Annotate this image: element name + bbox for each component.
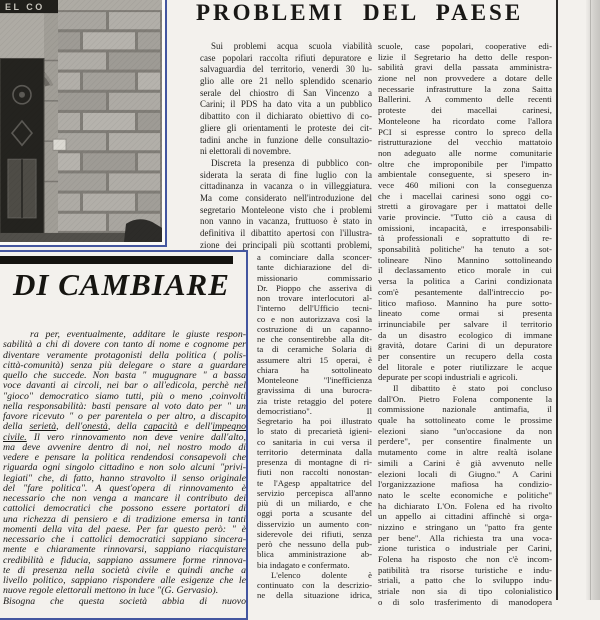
- text-line: presenza di montagne di ri-: [257, 457, 372, 467]
- text-line: omissioni, incapacità, e irresponsabili-: [378, 222, 552, 233]
- text-line: ristrutturazione del vecchio mattatoio: [378, 137, 552, 148]
- text-line: lo stato di precarietà igieni-: [257, 426, 372, 437]
- text-line: continuato con la descrizio-: [257, 580, 372, 590]
- text-line: nato le scelte economiche e politiche": [378, 489, 552, 500]
- text-line: zione nel non provvedere a dotare delle: [378, 73, 552, 84]
- text-line: siderevole dei rifiuti, senza: [257, 528, 372, 539]
- text-line: nella responsabilità: basti pensare al voto dato per " un: [3, 401, 246, 412]
- text-line: ne che consentirebbe alla dit-: [257, 334, 372, 344]
- text-line: Il dibattito è stato poi concluso: [393, 383, 552, 393]
- text-line: Discreta la presenza di pubblico con-: [211, 157, 372, 168]
- text-line: Carini; il PDS ha dato vita a un pubblico: [200, 99, 372, 110]
- text-line: mutamento come in altre realtà isolane: [378, 447, 552, 458]
- text-line: momenti della vita del paese. Per far questo però: " è: [3, 524, 246, 535]
- article-column-1-narrow: [257, 252, 372, 601]
- text-line: civile. Il vero rinnovamento non deve venire dall'alto,: [3, 432, 246, 443]
- text-line: da un disastro ecologico di immane: [378, 329, 552, 340]
- text-line: serale del chiostro di San Vincenzo a: [200, 87, 372, 98]
- text-line: Sui problemi acqua scuola viabilità: [211, 41, 372, 51]
- text-line: l'organizzazione mafiosa ha condizio-: [378, 479, 552, 490]
- text-line: nuove regole elettorali mettono in luce "(G. Gervasio).: [3, 586, 219, 597]
- text-line: che i macellai carinesi sono oggi co-: [378, 190, 552, 201]
- text-line: lineato come ormai si presenta: [378, 308, 552, 319]
- text-line: necessario che i cattolici democratici sappiano sincera-: [3, 535, 246, 545]
- text-line: striali, a patto che lo sviluppo indu-: [378, 575, 552, 586]
- text-line: bia indagato e confermato.: [257, 559, 350, 570]
- text-line: striale non sia di tipo colonialistico: [378, 586, 552, 597]
- text-line: per bene". Alla richiesta tra una voca-: [378, 532, 552, 543]
- text-line: ma deve avvenire dentro di noi, nel nostro modo di: [3, 442, 246, 453]
- text-line: tante dichiarazione del di-: [257, 262, 372, 273]
- text-line: irrinunciabile per salvare il territorio: [378, 318, 552, 329]
- text-line: più di un miliardo, e che: [257, 498, 372, 508]
- text-line: Monteleone ha ricordato come l'allora: [378, 115, 552, 126]
- text-line: Monteleone "l'inefficienza: [257, 375, 372, 385]
- text-line: oltre che improponibile per l'impatto: [378, 158, 552, 169]
- text-line: Dr. Pioppo che asseriva di: [257, 282, 372, 293]
- text-line: segretario Monteleone visto che i problemi: [200, 204, 372, 215]
- text-line: della serietà, dell'onestà, della capacità e dell'impegno: [3, 422, 246, 433]
- text-line: o di solo trasferimento di manodopera: [378, 596, 552, 607]
- text-line: nizzino e stringano un "patto fra gente: [378, 521, 552, 532]
- text-line: necessarie infrastrutture la zona Saitta: [378, 83, 552, 94]
- left-article-text: [3, 330, 246, 607]
- text-line: una richezza di pensiero e di tradizione emersa in tanti: [3, 514, 246, 525]
- text-line: tolineare Nino Mannino sottolineando: [378, 254, 552, 265]
- text-line: patibilità tra risorse turistiche e indu-: [378, 564, 552, 575]
- text-line: territorio determinata dalla: [257, 446, 372, 457]
- building-photo-image: [0, 0, 162, 242]
- text-line: sabilità gravi della passata amministra-: [378, 62, 552, 73]
- text-line: gliere gli orientamenti le proteste dei cit-: [200, 122, 372, 133]
- text-line: dibattito con il dichiarato obiettivo di co-: [200, 111, 372, 122]
- left-article-top-bar: [0, 256, 233, 264]
- text-line: non adeguato alle norme comunitarie: [378, 147, 552, 158]
- text-line: commissione nazionale antimafia, il: [378, 404, 552, 415]
- text-line: il declassamento etico morale in cui: [378, 265, 552, 276]
- text-line: costruzione di un capanno-: [257, 323, 372, 334]
- text-line: a cominciare dalla sconcer-: [257, 252, 372, 262]
- text-line: case popolari raccolta rifiuti depuratore e: [200, 52, 372, 63]
- text-line: versa la politica a Carini condizionata: [378, 276, 552, 287]
- text-line: favore ricevuto " o per parentela o per altro, a discapito: [3, 412, 246, 422]
- text-line: voce davanti ai circoli, nei bar o all'edicola, perchè nel: [3, 381, 246, 392]
- article-column-1-wide: [200, 41, 372, 251]
- text-line: definitiva il dibattito apertosi con l'illustra-: [200, 228, 372, 238]
- text-line: sabilità a chi di dovere con tanto di nome e cognome per: [3, 340, 246, 351]
- text-line: Segretario ha poi illustrato: [257, 416, 372, 426]
- text-line: cittadinanza in vacanza o in villeggiatura.: [200, 181, 372, 192]
- text-line: ha dichiarato L'On. Folena ed ha rivolto: [378, 500, 552, 511]
- text-line: sponsabilità politiche" ha tenuto a sot-: [378, 244, 552, 255]
- text-line: varie provincie. "Tutto ciò a causa di: [378, 212, 552, 222]
- text-line: L'elenco dolente è: [271, 569, 372, 580]
- text-line: cattolici democratici che possono essere portatori di: [3, 504, 246, 515]
- text-line: zia triste retaggio del potere: [257, 395, 372, 406]
- text-line: disservizio un aumento con-: [257, 518, 372, 529]
- text-line: te di presenza nella società civile e quindi anche a: [3, 565, 246, 576]
- text-line: com'è pesantemente dall'intreccio po-: [378, 286, 552, 297]
- text-line: mente e chiaramente rinnovarsi, sappiano riacquistare: [3, 545, 246, 556]
- text-line: ni elettorali di novembre.: [200, 146, 291, 157]
- page-edge-line: [590, 0, 591, 600]
- text-line: simili a Carini è già avvenuto nelle: [378, 457, 552, 468]
- text-line: glio alle ore 21 nello splendido scenario: [200, 76, 372, 87]
- text-line: salvaguardia del territorio, venerdi 30 lu-: [200, 64, 372, 75]
- text-line: ra per, eventualmente, additare le giuste respon-: [30, 330, 246, 340]
- text-line: litico mafioso. Mannino ha pure sotto-: [378, 297, 552, 308]
- text-line: non vanno in vacanza, fruttuoso è stato in: [200, 216, 372, 227]
- text-line: zione turistica o industriale per Carini,: [378, 543, 552, 554]
- text-line: Ma come considerato nell'introduzione del: [200, 192, 372, 203]
- text-line: necessario che non venga a mancare il contributo dei: [3, 494, 246, 504]
- text-line: assumere altri 15 operai, è: [257, 354, 372, 365]
- column-rule: [556, 0, 558, 600]
- text-line: lizie il Segretario ha detto delle respon-: [378, 51, 552, 62]
- text-line: vedere e pensare la politica rendendosi consapevoli che: [3, 453, 246, 463]
- text-line: depurate per scopi industriali e agricoli.: [378, 372, 518, 383]
- text-line: perdere", per consentire finalmente un: [378, 436, 552, 447]
- text-line: PCI si espresse contro lo spreco della: [378, 126, 552, 137]
- text-line: diventare veramente protagonisti della politica ( polis-: [3, 350, 246, 361]
- text-line: Bisogna che questa società abbia di nuovo: [3, 596, 246, 607]
- building-photo: [0, 0, 167, 247]
- text-line: zione dei principali più scottanti problemi,: [200, 239, 372, 250]
- text-line: tadini anche in funzione delle consultazio-: [200, 134, 372, 145]
- text-line: livello politico, sappiano rispondere alle esigenze che le: [3, 576, 246, 586]
- text-line: oggi porta a scusante del: [257, 508, 372, 519]
- text-line: blica amministrazione ab-: [257, 549, 372, 560]
- text-line: dall'On. Pietro Folena componente la: [378, 393, 552, 404]
- text-line: Ballerini. A commento delle recenti: [378, 94, 552, 105]
- text-line: quello che succede. Non basta " mugugnare " a bassa: [3, 371, 246, 381]
- text-line: riguarda ogni singolo cittadino e non solo alcuni "privi-: [3, 463, 246, 474]
- text-line: democristiano". Il: [257, 405, 372, 416]
- text-line: ambientale conseguente, si spesero in-: [378, 169, 552, 180]
- text-line: te l'Agesp appaltatrice del: [257, 477, 372, 488]
- text-line: tà professionali e soprattutto di re-: [378, 233, 552, 244]
- text-line: città-comunità) senza più delegare o stare a guardare: [3, 360, 246, 371]
- text-line: co e non autorizzava così la: [257, 313, 372, 324]
- text-line: l'interno dell'Ufficio tecni-: [257, 303, 372, 314]
- page-edge-shadow: [586, 0, 600, 600]
- text-line: legiati" che, di fatto, hanno stravolto il senso originale: [3, 473, 246, 484]
- text-line: co sanitaria in cui versa il: [257, 436, 372, 447]
- text-line: proteste dei macellai carinesi,: [378, 105, 552, 116]
- text-line: chiara ha sottolineato: [257, 364, 372, 375]
- article-column-2: [378, 41, 552, 607]
- text-line: missionario commissario: [257, 272, 372, 283]
- text-line: gravissima di una burocra-: [257, 385, 372, 396]
- text-line: elezioni siano "un'occasione da non: [378, 425, 552, 436]
- text-line: un appello ai cittadini affinchè si orga-: [378, 511, 552, 522]
- text-line: siderata la serata di fine luglio con la: [200, 169, 372, 180]
- text-line: servizio percepisca all'anno: [257, 487, 372, 498]
- text-line: del litorale e poter riutilizzare le acque: [378, 361, 552, 372]
- text-line: elezioni locali di Giugno." A Carini: [378, 468, 552, 479]
- text-line: del "fare politica". A quest'opera di rinnovamento è: [3, 483, 246, 494]
- text-line: gravità, dotare Carini di un depuratore: [378, 340, 552, 351]
- text-line: per consentire un recupero della costa: [378, 350, 552, 361]
- text-line: ne della situazione idrica,: [257, 590, 372, 601]
- text-line: fiuti non raccolti nonostan-: [257, 467, 372, 478]
- text-line: Folena ha risposto che non c'è incom-: [378, 554, 552, 564]
- text-line: stretti a girovagare per i mattatoi delle: [378, 201, 552, 212]
- text-line: non trovare interlocutori al-: [257, 293, 372, 303]
- text-line: ta di ceramiche Solaria di: [257, 344, 372, 355]
- section-heading: DI CAMBIARE: [13, 267, 230, 302]
- text-line: quale ha sottolineato come le prossime: [378, 415, 552, 426]
- text-line: credibilità e fiducia, sappiano assumere forme rinnova-: [3, 555, 246, 566]
- text-line: vece 460 milioni con la conseguenza: [378, 179, 552, 190]
- page-title: PROBLEMI DEL PAESE: [196, 0, 524, 25]
- text-line: scuole, case popolari, cooperative edi-: [378, 41, 552, 51]
- text-line: "gioco" democratico siamo tutti, più o meno ,coinvolti: [3, 391, 246, 402]
- text-line: però che nessuno della pub-: [257, 539, 372, 549]
